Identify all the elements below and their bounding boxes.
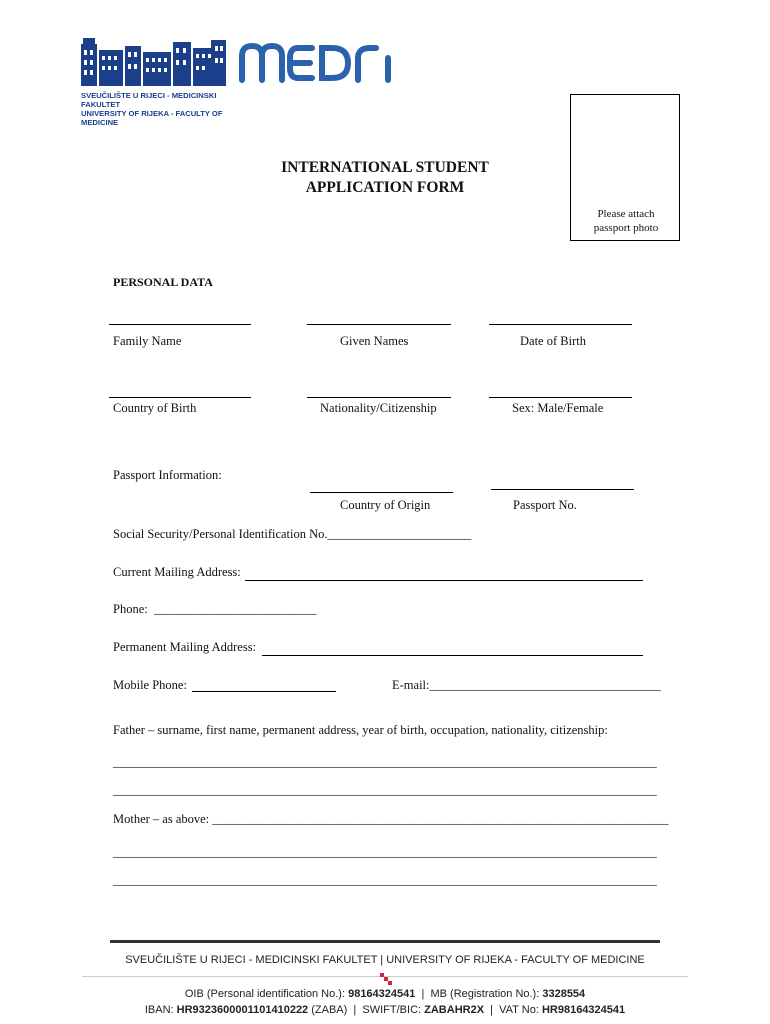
permanent-address-label: Permanent Mailing Address:: [113, 640, 257, 654]
given-names-label: Given Names: [340, 334, 409, 348]
given-names-field[interactable]: [307, 324, 451, 325]
father-label: Father – surname, first name, permanent address, year of birth, occupation, nationality, citizenship:: [113, 723, 608, 737]
passport-number-field[interactable]: [491, 489, 634, 490]
vat-value: HR98164324541: [541, 1004, 626, 1016]
father-line-2[interactable]: _______________________________________________________________________________________: [113, 783, 657, 797]
university-logo: [81, 38, 226, 127]
footer-accent-mark: [380, 972, 392, 984]
swift-label: SWIFT/BIC:: [362, 1004, 422, 1016]
passport-photo-box[interactable]: [570, 94, 680, 241]
iban-label: IBAN:: [144, 1004, 174, 1016]
logo-caption-hr: SVEUČILIŠTE U RIJECI - MEDICINSKI FAKULTET: [81, 91, 217, 109]
footer-top-rule: [110, 940, 660, 943]
passport-number-label: Passport No.: [513, 498, 577, 512]
logo-caption-en: UNIVERSITY OF RIJEKA - FACULTY OF MEDICINE: [81, 109, 223, 127]
nationality-field[interactable]: [307, 397, 451, 398]
nationality-label: Nationality/Citizenship: [320, 401, 437, 415]
phone-field[interactable]: __________________________: [153, 602, 317, 616]
building-icon: [81, 38, 226, 86]
email-field[interactable]: _____________________________________: [429, 678, 661, 692]
email-row: [392, 678, 661, 693]
vat-label: VAT No:: [499, 1004, 539, 1016]
page-title: [230, 158, 540, 198]
date-of-birth-label: Date of Birth: [520, 334, 586, 348]
medri-wordmark-icon: [238, 40, 398, 84]
ssn-label: Social Security/Personal Identification No.: [113, 527, 328, 541]
oib-label: OIB (Personal identification No.):: [184, 988, 346, 1000]
mb-label: MB (Registration No.):: [430, 988, 540, 1000]
iban-bank: (ZABA): [311, 1004, 348, 1016]
mother-field[interactable]: _________________________________________________________________________: [212, 812, 669, 826]
current-address-label: Current Mailing Address:: [113, 565, 241, 579]
family-name-label: Family Name: [113, 334, 182, 348]
ssn-row: [113, 527, 471, 542]
country-of-origin-field[interactable]: [310, 492, 453, 493]
country-of-origin-label: Country of Origin: [340, 498, 431, 512]
country-of-birth-label: Country of Birth: [113, 401, 197, 415]
email-label: E-mail:: [392, 678, 430, 692]
mother-line-2[interactable]: _______________________________________________________________________________________: [113, 873, 657, 887]
footer-institution: SVEUČILIŠTE U RIJECI - MEDICINSKI FAKULTET | UNIVERSITY OF RIJEKA - FACULTY OF MEDICINE: [125, 954, 645, 966]
passport-info-label: Passport Information:: [113, 468, 222, 482]
oib-value: 98164324541: [348, 988, 416, 1000]
mother-label: Mother – as above:: [113, 812, 210, 826]
swift-value: ZABAHR2X: [424, 1004, 485, 1016]
mother-line-1[interactable]: _______________________________________________________________________________________: [113, 845, 657, 859]
checker-icon: [380, 973, 392, 985]
section-heading-personal-data: PERSONAL DATA: [113, 275, 213, 289]
sex-label: Sex: Male/Female: [512, 401, 604, 415]
phone-row: [113, 602, 316, 617]
current-address-field[interactable]: [245, 580, 643, 581]
mobile-phone-field[interactable]: [192, 691, 336, 692]
permanent-address-field[interactable]: [262, 655, 643, 656]
iban-value: HR9323600001101410222: [176, 1004, 309, 1016]
footer-ids: OIB (Personal identification No.): 98164324541 | MB (Registration No.): 3328554: [184, 988, 586, 1000]
mb-value: 3328554: [542, 988, 586, 1000]
sex-field[interactable]: [489, 397, 632, 398]
mother-row: [113, 812, 669, 827]
mobile-label: Mobile Phone:: [113, 678, 187, 692]
title-line2: APPLICATION FORM: [305, 179, 465, 196]
date-of-birth-field[interactable]: [489, 324, 632, 325]
country-of-birth-field[interactable]: [109, 397, 251, 398]
medri-logo: [238, 40, 398, 89]
family-name-field[interactable]: [109, 324, 251, 325]
phone-label: Phone:: [113, 602, 148, 616]
ssn-field[interactable]: _______________________: [327, 527, 472, 541]
father-line-1[interactable]: _______________________________________________________________________________________: [113, 755, 657, 769]
footer-bank: IBAN: HR9323600001101410222 (ZABA) | SWIFT/BIC: ZABAHR2X | VAT No: HR98164324541: [144, 1004, 626, 1016]
photo-instruction-line1: Please attach: [597, 208, 655, 220]
title-line1: INTERNATIONAL STUDENT: [281, 159, 489, 176]
photo-instruction-line2: passport photo: [593, 222, 659, 234]
